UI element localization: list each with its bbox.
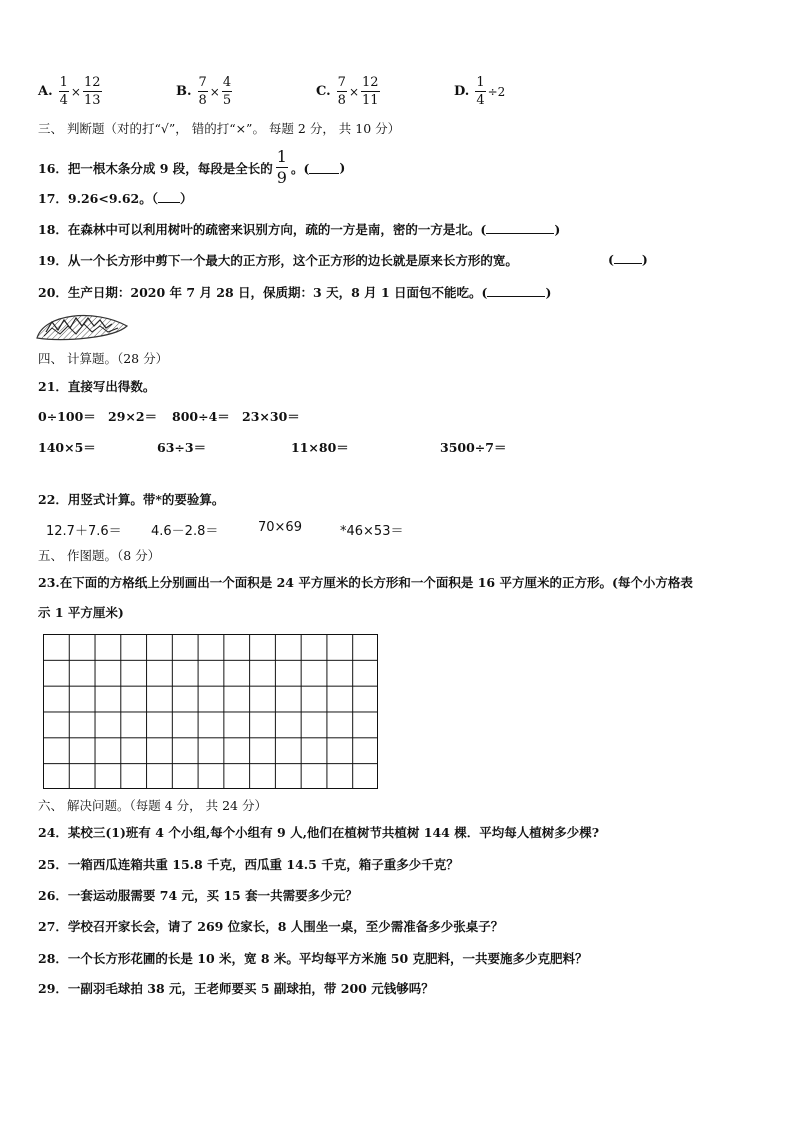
question-17: 17．9.26<9.62。（ ） (38, 191, 193, 206)
problem-25: 25．一箱西瓜连箱共重 15.8 千克，西瓜重 14.5 千克，箱子重多少千克？ (38, 857, 459, 872)
grid-paper[interactable] (43, 634, 378, 789)
calc-item: 0÷100＝ (38, 409, 96, 424)
calc-item: 23×30＝ (242, 409, 300, 424)
answer-blank-20[interactable] (487, 284, 545, 297)
question-23-line2: 示 1 平方厘米) (38, 605, 124, 620)
answer-blank-17[interactable] (158, 190, 180, 203)
question-18: 18．在森林中可以利用树叶的疏密来识别方向，疏的一方是南，密的一方是北。( ) (38, 222, 561, 237)
answer-blank-18[interactable] (486, 221, 554, 234)
question-23-line1: 23.在下面的方格纸上分别画出一个面积是 24 平方厘米的长方形和一个面积是 16 平方厘米的正方形。(每个小方格表 (38, 575, 693, 590)
question-21-prompt: 21．直接写出得数。 (38, 379, 156, 394)
question-22-prompt: 22．用竖式计算。带*的要验算。 (38, 492, 225, 507)
vertical-calc-item: *46×53＝ (340, 524, 404, 539)
vertical-calc-item: 12.7＋7.6＝ (46, 524, 122, 539)
calc-item: 11×80＝ (291, 440, 349, 455)
problem-28: 28．一个长方形花圃的长是 10 米，宽 8 米。平均每平方米施 50 克肥料，一共要施多少克肥料？ (38, 951, 588, 966)
question-20: 20．生产日期：2020 年 7 月 28 日，保质期：3 天，8 月 1 日面包不能吃。( ) (38, 285, 552, 300)
question-19: 19．从一个长方形中剪下一个最大的正方形，这个正方形的边长就是原来长方形的宽。 ( ) (38, 252, 648, 268)
section-5-title: 五、 作图题。（8 分） (38, 548, 161, 563)
problem-24: 24．某校三(1)班有 4 个小组,每个小组有 9 人,他们在植树节共植树 144 棵．平均每人植树多少棵? (38, 825, 600, 840)
problem-26: 26．一套运动服需要 74 元，买 15 套一共需要多少元？ (38, 888, 358, 903)
calc-item: 63÷3＝ (157, 440, 207, 455)
bread-illustration (34, 306, 130, 344)
fraction-one-ninth: $\frac{1}{9}$ (276, 147, 287, 187)
section-3-title: 三、 判断题（对的打“√”， 错的打“×”。 每题 2 分， 共 10 分） (38, 121, 401, 136)
calc-item: 29×2＝ (108, 409, 158, 424)
section-4-title: 四、 计算题。（28 分） (38, 351, 169, 366)
section-6-title: 六、 解决问题。（每题 4 分， 共 24 分） (38, 798, 267, 813)
choice-b: B. $\frac{7}{8}$ × $\frac{4}{5}$ (176, 75, 232, 108)
vertical-calc-item: 4.6－2.8＝ (151, 524, 219, 539)
vertical-calc-item: 70×69 (258, 520, 302, 535)
problem-29: 29．一副羽毛球拍 38 元，王老师要买 5 副球拍，带 200 元钱够吗？ (38, 981, 434, 996)
calc-item: 3500÷7＝ (440, 440, 507, 455)
choice-a: A. $\frac{1}{4}$ × $\frac{12}{13}$ (38, 75, 101, 108)
calc-item: 800÷4＝ (172, 409, 230, 424)
answer-blank-16[interactable] (309, 161, 339, 174)
choice-c: C. $\frac{7}{8}$ × $\frac{12}{11}$ (316, 75, 379, 108)
choice-d: D. $\frac{1}{4}$ ÷2 (454, 75, 506, 108)
problem-27: 27．学校召开家长会，请了 269 位家长，8 人围坐一桌，至少需准备多少张桌子？ (38, 919, 504, 934)
answer-blank-19[interactable] (614, 251, 642, 264)
calc-item: 140×5＝ (38, 440, 96, 455)
question-16: 16．把一根木条分成 9 段，每段是全长的 $\frac{1}{9}$ 。( ) (38, 147, 346, 187)
